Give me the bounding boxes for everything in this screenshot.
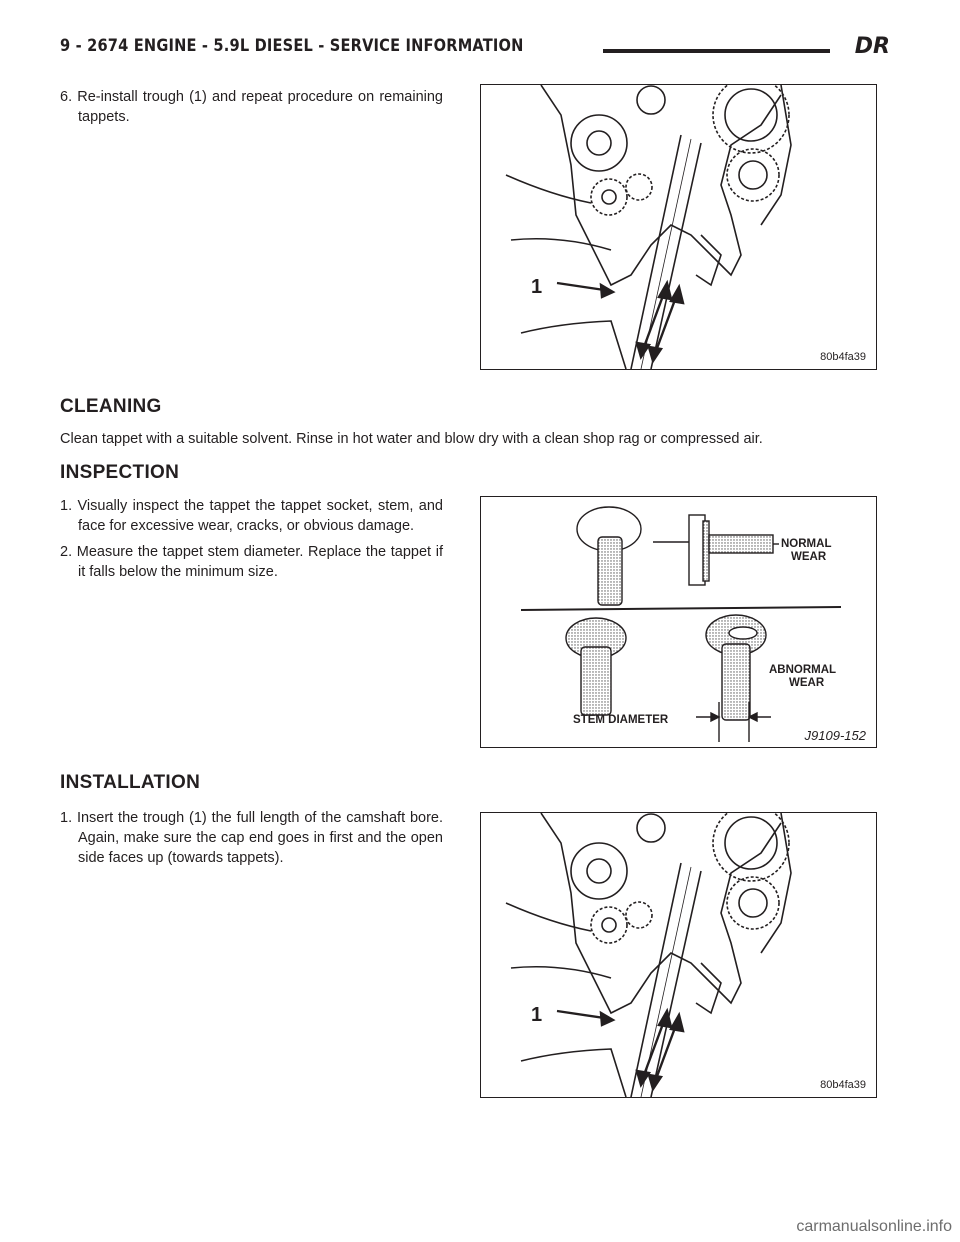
- engine-trough-illustration: [481, 85, 876, 369]
- normal-wear-label-1: NORMAL: [781, 538, 832, 550]
- inspection-heading: INSPECTION: [60, 462, 180, 483]
- figure-tappet-wear: [480, 496, 877, 748]
- figure-code: J9109-152: [804, 728, 866, 743]
- installation-step-1: 1. Insert the trough (1) the full length of the camshaft bore. Again, make sure the cap end goes in first and the open side faces up (towards tappets).: [60, 810, 443, 866]
- tappet-wear-illustration: [481, 497, 876, 747]
- header-rule: [603, 49, 830, 53]
- callout-1: 1: [531, 1004, 543, 1026]
- watermark: carmanualsonline.info: [796, 1218, 952, 1235]
- inspection-steps: [60, 496, 443, 582]
- cleaning-text: Clean tappet with a suitable solvent. Rinse in hot water and blow dry with a clean shop rag or compressed air.: [60, 431, 763, 447]
- page-header: [60, 36, 890, 68]
- figure-trough-installation: [480, 812, 877, 1098]
- installation-heading: INSTALLATION: [60, 772, 201, 793]
- inspection-step-1: 1. Visually inspect the tappet the tappet socket, stem, and face for excessive wear, cracks, or obvious damage.: [60, 498, 443, 534]
- figure-trough-removal: [480, 84, 877, 370]
- header-section-mark: DR: [854, 34, 890, 59]
- step-6-line: 6. Re-install trough (1) and repeat procedure on remaining tappets.: [60, 89, 443, 125]
- cleaning-heading: CLEANING: [60, 396, 162, 417]
- stem-diameter-label: STEM DIAMETER: [573, 714, 669, 726]
- figure-code: 80b4fa39: [820, 1079, 866, 1091]
- figure-code: 80b4fa39: [820, 351, 866, 363]
- abnormal-wear-label-2: WEAR: [789, 677, 825, 689]
- page-header-title: 9 - 2674 ENGINE - 5.9L DIESEL - SERVICE INFORMATION: [60, 36, 524, 56]
- callout-1: 1: [531, 276, 543, 298]
- engine-trough-illustration: [481, 813, 876, 1097]
- abnormal-wear-label-1: ABNORMAL: [769, 664, 837, 676]
- inspection-step-2: 2. Measure the tappet stem diameter. Replace the tappet if it falls below the minimum size.: [60, 544, 443, 580]
- normal-wear-label-2: WEAR: [791, 551, 827, 563]
- installation-steps: [60, 808, 443, 868]
- step-6-text: [60, 87, 443, 127]
